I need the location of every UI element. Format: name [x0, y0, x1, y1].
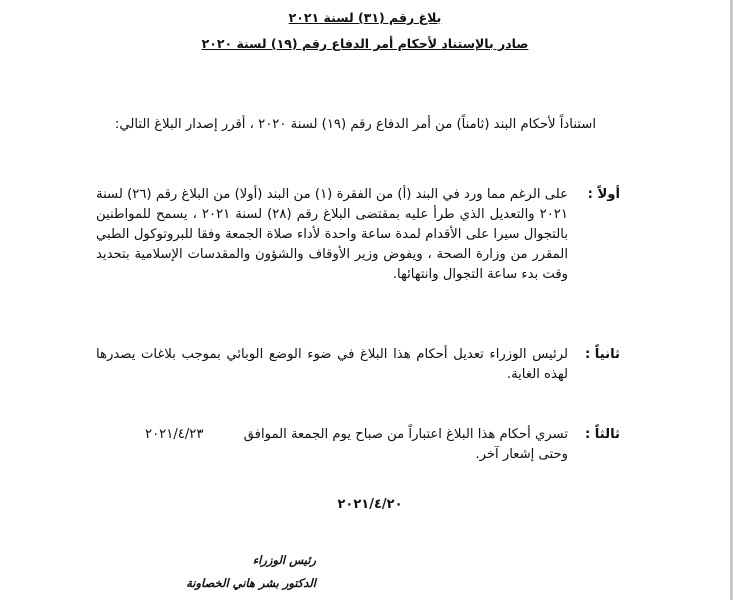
clause-third	[96, 425, 620, 465]
intro-paragraph: استناداً لأحكام البند (ثامناً) من أمر الدفاع رقم (١٩) لسنة ٢٠٢٠ ، أقرر إصدار البلاغ التالي:	[114, 117, 596, 132]
clause-text: على الرغم مما ورد في البند (أ) من الفقرة (١) من البند (أولا) من البلاغ رقم (٢٦) لسنة ٢٠٢١ والتعديل الذي طرأ عليه بمقتضى البلاغ رقم (٢٨) لسنة ٢٠٢١ ، يسمح للمواطنين بالتجوال سيرا على الأقدام لمدة ساعة واحدة لأداء صلاة الجمعة وفقا للبروتوكول الطبي المقرر من وزارة الصحة ، ويفوض وزير الأوقاف والشؤون والمقدسات الإسلامية بتحديد وقت بدء ساعة التجوال وانتهائها.	[96, 187, 569, 282]
clause-text-block	[96, 425, 568, 465]
clause-label: أولاً :	[587, 187, 620, 202]
clause-text-tail: وحتى إشعار آخر.	[475, 447, 568, 462]
clause-text: تسري أحكام هذا البلاغ اعتباراً من صباح يوم الجمعة الموافق	[243, 427, 568, 442]
document-subtitle: صادر بالإستناد لأحكام أمر الدفاع رقم (١٩) لسنة ٢٠٢٠	[201, 36, 529, 51]
signature-name: الدكتور بشر هاني الخصاونة	[186, 576, 316, 590]
clause-first	[96, 185, 620, 285]
effective-date: ٢٠٢١/٤/٢٣	[145, 427, 204, 442]
clause-text: لرئيس الوزراء تعديل أحكام هذا البلاغ في ضوء الوضع الوبائي بموجب بلاغات يصدرها لهذه الغاية.	[96, 347, 568, 382]
clause-second	[96, 345, 620, 385]
document-title: بلاغ رقم (٣١) لسنة ٢٠٢١	[288, 10, 442, 25]
signature-title: رئيس الوزراء	[252, 553, 316, 567]
clause-label: ثالثاً :	[584, 427, 620, 442]
clause-label: ثانياً :	[584, 347, 620, 362]
issue-date: ٢٠٢١/٤/٢٠	[337, 497, 403, 512]
